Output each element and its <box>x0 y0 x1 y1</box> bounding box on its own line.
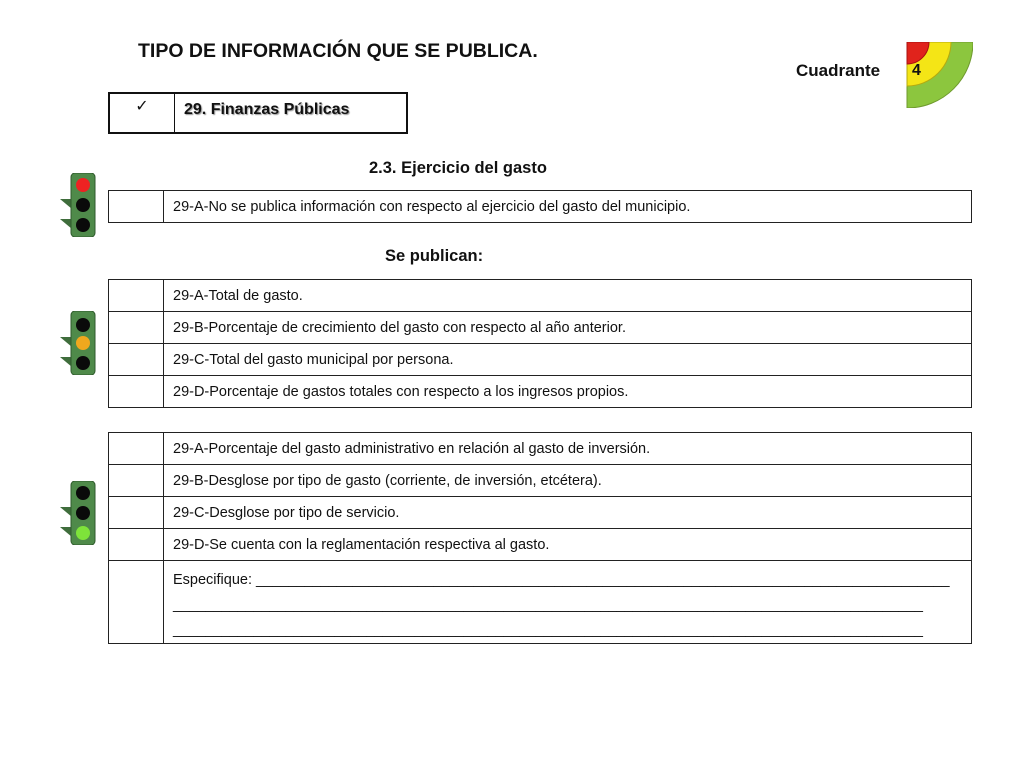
table-row <box>109 280 972 312</box>
check-icon: ✓ <box>110 94 175 132</box>
table-row <box>109 497 972 529</box>
row-checkbox[interactable] <box>109 433 164 465</box>
row-text: 29-A-Porcentaje del gasto administrativo en relación al gasto de inversión. <box>164 433 972 465</box>
row-text: 29-C-Desglose por tipo de servicio. <box>164 497 972 529</box>
subtitle: Se publican: <box>385 247 484 265</box>
specify-field[interactable] <box>164 561 972 644</box>
row-checkbox[interactable] <box>109 529 164 561</box>
specify-label: Especifique: ______________________________________________________________________________________ <box>173 572 950 588</box>
row-checkbox[interactable] <box>109 280 164 312</box>
traffic-light-red-icon <box>60 173 98 237</box>
green-group-table <box>108 432 972 644</box>
cuadrante-number: 4 <box>912 62 921 79</box>
row-text: 29-B-Porcentaje de crecimiento del gasto con respecto al año anterior. <box>164 312 972 344</box>
row-text: 29-A-Total de gasto. <box>164 280 972 312</box>
table-row <box>109 344 972 376</box>
yellow-group-table <box>108 279 972 408</box>
traffic-light-yellow-icon <box>60 311 98 375</box>
row-text: 29-D-Se cuenta con la reglamentación respectiva al gasto. <box>164 529 972 561</box>
specify-line: _____________________________________________________________________________________________ <box>173 622 923 638</box>
table-row <box>109 465 972 497</box>
specify-line: _____________________________________________________________________________________________ <box>173 597 923 613</box>
table-row <box>109 529 972 561</box>
row-checkbox[interactable] <box>109 312 164 344</box>
page-title: TIPO DE INFORMACIÓN QUE SE PUBLICA. <box>138 40 538 62</box>
row-checkbox[interactable] <box>109 561 164 644</box>
table-row <box>109 433 972 465</box>
table-row <box>109 561 972 644</box>
row-checkbox[interactable] <box>109 191 164 223</box>
section-header-box <box>108 92 408 134</box>
table-row <box>109 376 972 408</box>
row-text: 29-C-Total del gasto municipal por persona. <box>164 344 972 376</box>
row-text: 29-B-Desglose por tipo de gasto (corriente, de inversión, etcétera). <box>164 465 972 497</box>
table-row <box>109 312 972 344</box>
cuadrante-label: Cuadrante <box>796 61 881 80</box>
row-checkbox[interactable] <box>109 465 164 497</box>
row-checkbox[interactable] <box>109 376 164 408</box>
row-text: 29-A-No se publica información con respecto al ejercicio del gasto del municipio. <box>164 191 972 223</box>
traffic-light-green-icon <box>60 481 98 545</box>
section-title: 2.3. Ejercicio del gasto <box>369 159 547 177</box>
table-row <box>109 191 972 223</box>
row-checkbox[interactable] <box>109 497 164 529</box>
row-text: 29-D-Porcentaje de gastos totales con respecto a los ingresos propios. <box>164 376 972 408</box>
row-checkbox[interactable] <box>109 344 164 376</box>
red-group-table <box>108 190 972 223</box>
section-header-text: 29. Finanzas Públicas <box>184 101 350 118</box>
